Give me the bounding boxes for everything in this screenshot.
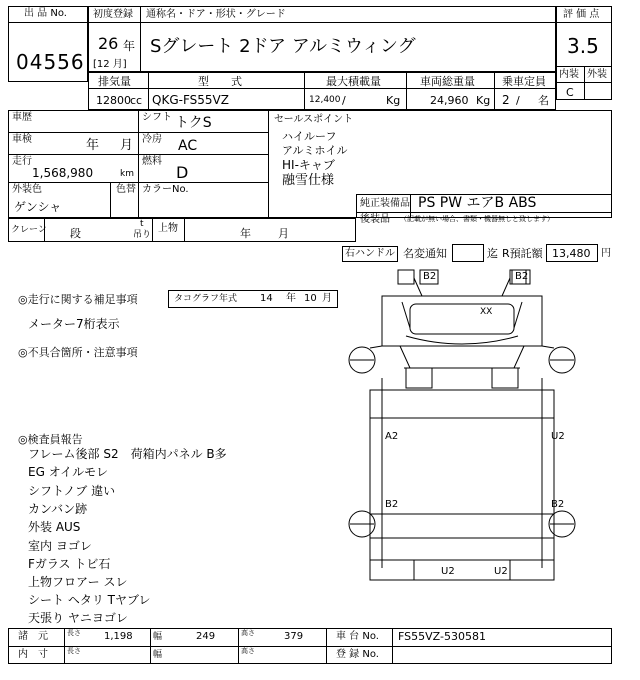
equipment-label: 純正装備品 — [360, 198, 410, 209]
disp-unit: cc — [130, 94, 143, 107]
sales-point: 融雪仕様 — [282, 173, 335, 188]
load-label: 最大積載量 — [326, 75, 381, 88]
tacho-year-unit: 年 — [286, 293, 296, 304]
crane-label: クレーン — [11, 225, 47, 235]
cap-unit: 名 — [538, 94, 549, 107]
height2-label: 高さ — [241, 647, 255, 655]
inspector-line: カンバン跡 — [28, 502, 88, 516]
score-value: 3.5 — [567, 34, 599, 58]
cap-sep: / — [516, 94, 520, 107]
r-label: R預託額 — [502, 247, 543, 260]
width-label: 幅 — [153, 632, 163, 642]
load-unit: Kg — [386, 94, 401, 107]
inspection-label: 車検 — [12, 134, 32, 145]
reg-year: 26 — [98, 34, 119, 53]
crane-dan: 段 — [70, 227, 81, 240]
sales-point: HI-キャブ — [282, 158, 335, 172]
damage-mark: B2 — [551, 499, 565, 510]
damage-mark: U2 — [494, 566, 508, 577]
joubutsu-year: 年 — [240, 227, 251, 240]
meihen-label: 名変通知 — [403, 247, 447, 260]
damage-mark: A2 — [385, 431, 399, 442]
cap-value: 2 — [502, 93, 510, 107]
fuel-label: 燃料 — [142, 156, 162, 167]
chassis-value: FS55VZ-530581 — [398, 630, 486, 643]
tacho-month-unit: 月 — [322, 293, 332, 304]
vehicle-diagram — [340, 268, 610, 588]
rhd-label: 右ハンドル — [345, 248, 395, 259]
shift-label: シフト — [142, 112, 172, 123]
disp-value: 12800 — [96, 94, 131, 107]
supplement-title: ◎走行に関する補足事項 — [18, 293, 138, 306]
load-sep: / — [342, 94, 346, 107]
mileage-unit: km — [120, 169, 134, 179]
r-amount: 13,480 — [552, 247, 591, 260]
inspector-line: 外装 AUS — [28, 520, 81, 534]
damage-mark: U2 — [551, 431, 565, 442]
grade-name: Sグレート 2ドア アルミウィング — [150, 36, 416, 57]
fuel-value: D — [176, 163, 189, 182]
joubutsu-label: 上物 — [158, 223, 178, 234]
color-no-label2: カラーNo. — [142, 184, 189, 195]
defects-title: ◎不具合箇所・注意事項 — [18, 346, 138, 359]
int-label: 内装 — [559, 69, 579, 80]
damage-mark: B2 — [423, 271, 437, 282]
inspector-line: EG オイルモレ — [28, 465, 109, 479]
sales-point: ハイルーフ — [282, 130, 337, 143]
after-label: 後装品 — [360, 214, 390, 225]
kei-label: 迄 — [487, 247, 498, 260]
inspector-title: ◎検査員報告 — [18, 433, 83, 446]
inspection-month: 月 — [120, 138, 134, 153]
gvw-unit: Kg — [476, 94, 491, 107]
reg-label: 初度登録 — [93, 9, 133, 20]
shoku-label: 諸 元 — [18, 631, 48, 642]
int-score: C — [566, 86, 574, 99]
width-value: 249 — [196, 631, 216, 642]
color-label: 外装色 — [12, 184, 42, 195]
inspector-line: シフトノブ 違い — [28, 484, 116, 498]
score-label: 評 価 点 — [563, 9, 600, 20]
inspector-line: 室内 ヨゴレ — [28, 539, 92, 553]
shift-value: トクS — [175, 115, 212, 131]
lot-label: 出 品 No. — [24, 8, 67, 19]
tacho-label: タコグラフ年式 — [174, 294, 238, 304]
supplement-text: メーター7桁表示 — [28, 317, 120, 331]
inspector-line: Fガラス トビ石 — [28, 557, 111, 571]
len-label: 長さ — [67, 629, 81, 637]
damage-mark: XX — [480, 307, 493, 317]
color-value: ゲンシャ — [14, 200, 62, 214]
tacho-year: 14 — [260, 293, 273, 304]
height-value: 379 — [284, 631, 304, 642]
damage-mark: B2 — [385, 499, 399, 510]
gvw-value: 24,960 — [430, 94, 469, 107]
damage-mark: B2 — [515, 271, 529, 282]
model-value: QKG-FS55VZ — [152, 93, 229, 107]
naiki-label: 内 寸 — [18, 649, 48, 660]
sales-label: セールスポイント — [274, 114, 354, 125]
cap-label: 乗車定員 — [502, 75, 546, 88]
damage-mark: U2 — [441, 566, 455, 577]
crane-t: t — [140, 219, 144, 229]
reg-month: [12 月] — [93, 59, 127, 70]
mileage-label: 走行 — [12, 156, 32, 167]
inspector-line: 上物フロアー スレ — [28, 575, 128, 589]
history-label: 車歴 — [12, 112, 32, 123]
inspector-line: シート ヘタリ Tヤブレ — [28, 593, 151, 607]
crane-tsuri: 吊り — [133, 230, 152, 240]
height-label: 高さ — [241, 629, 255, 637]
yen-label: 円 — [601, 248, 611, 259]
after-note: （記載が無い場合、書類・機器無しと致します） — [400, 215, 554, 223]
ext-label: 外装 — [587, 69, 607, 80]
reg-no-label: 登 録 No. — [336, 649, 379, 660]
crane-row — [8, 218, 356, 242]
ac-value: AC — [178, 138, 198, 154]
grade-label: 通称名・ドア・形状・グレード — [146, 9, 286, 20]
inspection-year: 年 — [86, 138, 100, 153]
equipment-value: PS PW エアB ABS — [418, 195, 537, 211]
load-value: 12,400 — [309, 95, 341, 105]
meihen-box — [452, 244, 484, 262]
inspector-line: 天張り ヤニヨゴレ — [28, 611, 128, 625]
gvw-label: 車両総重量 — [420, 75, 475, 88]
color-no-label: 色替 — [116, 184, 136, 195]
len-value: 1,198 — [104, 631, 133, 642]
model-label: 型 式 — [198, 75, 242, 88]
len2-label: 長さ — [67, 647, 81, 655]
width2-label: 幅 — [153, 650, 163, 660]
inspector-line: フレーム後部 S2 荷箱内パネル B多 — [28, 447, 227, 461]
tacho-month: 10 — [304, 293, 317, 304]
ac-label: 冷房 — [142, 134, 162, 145]
disp-label: 排気量 — [98, 75, 131, 88]
lot-number: 04556 — [16, 50, 85, 74]
joubutsu-month: 月 — [278, 227, 289, 240]
mileage-value: 1,568,980 — [32, 166, 94, 180]
chassis-label: 車 台 No. — [336, 631, 379, 642]
reg-year-unit: 年 — [123, 39, 136, 53]
sales-point: アルミホイル — [282, 144, 348, 157]
